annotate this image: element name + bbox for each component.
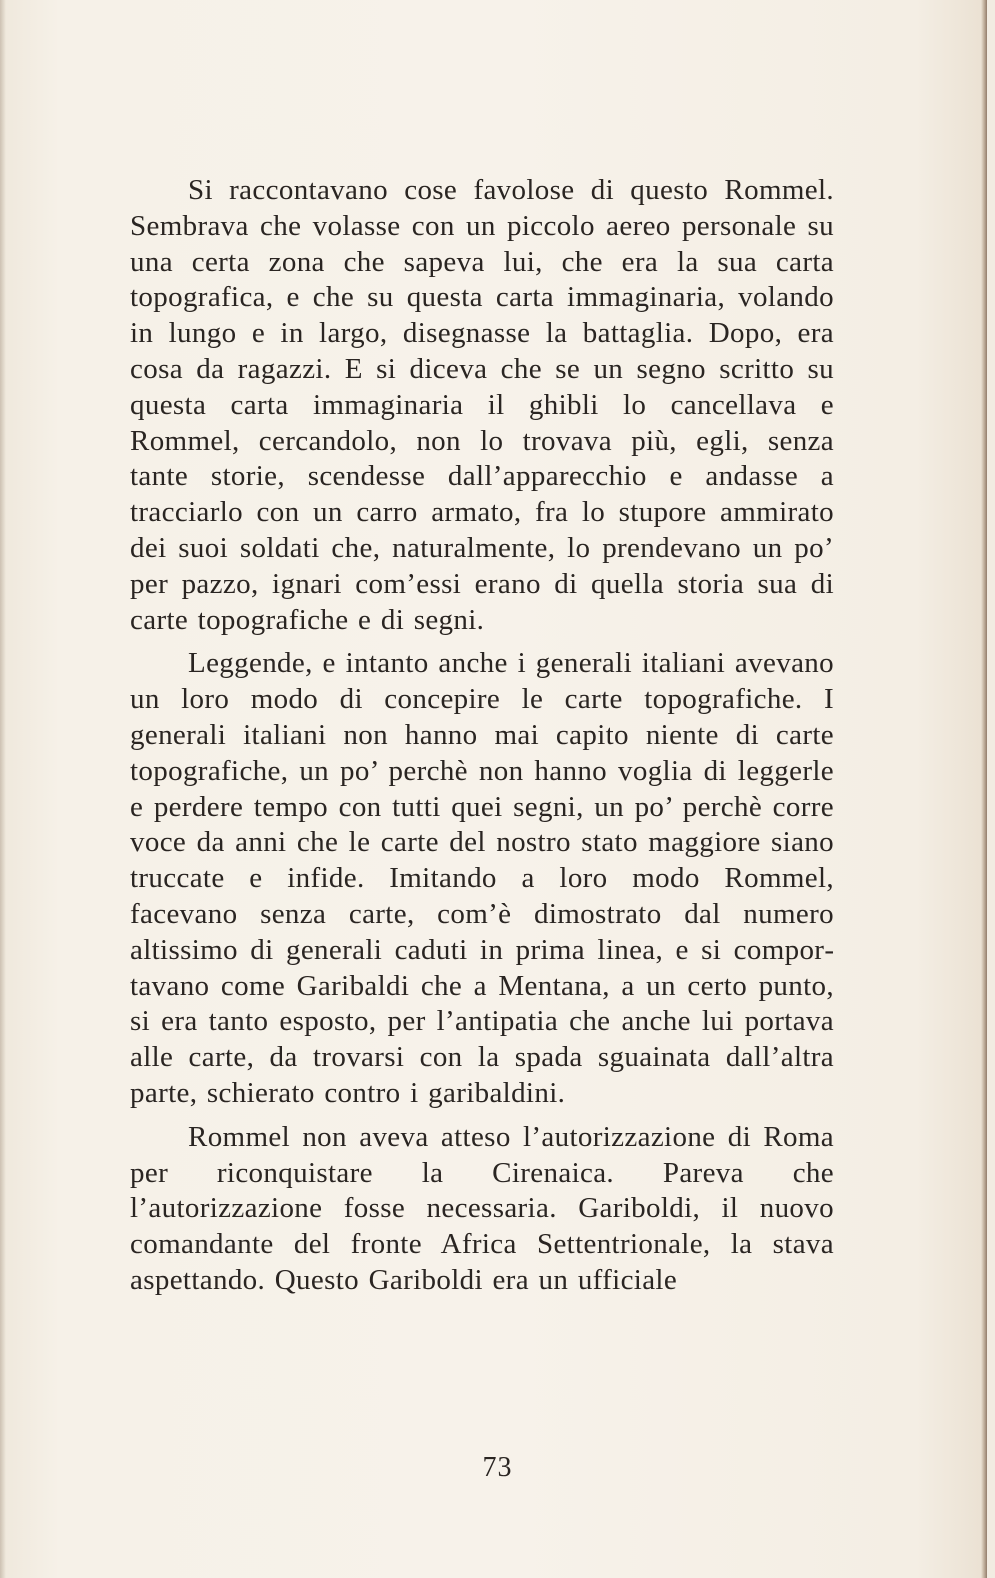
paragraph-1: Si raccontavano cose favolose di questo Rommel. Sembrava che volasse con un piccolo aereo personale su una certa zona che sapeva lui, che era la sua carta topografica, e che su questa carta immaginaria, volando in lungo e in largo, disegnasse la battaglia. Dopo, era cosa da ragazzi. E si diceva che se un segno scritto su questa carta immaginaria il ghibli lo cancellava e Rommel, cercandolo, non lo trovava più, egli, senza tante storie, scendesse dall’apparecchio e andasse a tracciarlo con un carro armato, fra lo stupore ammirato dei suoi soldati che, naturalmente, lo prendevano un po’ per pazzo, ignari com’essi erano di quella storia sua di carte topografiche e di segni. (130, 174, 834, 636)
paragraph-2: Leggende, e intanto anche i generali italiani avevano un loro modo di concepire le carte topografiche. I generali italiani non hanno mai capito niente di carte topografiche, un po’ perchè non hanno voglia di leggerle e perdere tempo con tutti quei segni, un po’ perchè corre voce da anni che le carte del nostro stato maggiore siano truccate e infide. Imitando a loro modo Rommel, facevano senza carte, com’è dimostrato dal numero altissimo di generali caduti in prima linea, e si comportavano come Garibaldi che a Mentana, a un certo punto, si era tanto esposto, per l’antipatia che anche lui portava alle carte, da trovarsi con la spada sguainata dall’altra parte, schierato contro i garibaldini. (130, 647, 834, 1109)
page-spine-edge (987, 0, 995, 1578)
paragraph-3: Rommel non aveva atteso l’autorizzazione di Roma per riconquistare la Cirenaica. Pareva che l’autorizzazione fosse necessaria. Gariboldi, il nuovo comandante del fronte Africa Settentrionale, la stava aspettando. Questo Gariboldi era un ufficiale (130, 1120, 834, 1296)
page-left-edge (0, 0, 6, 1578)
page-number: 73 (482, 1452, 513, 1483)
body-text (130, 173, 834, 1299)
